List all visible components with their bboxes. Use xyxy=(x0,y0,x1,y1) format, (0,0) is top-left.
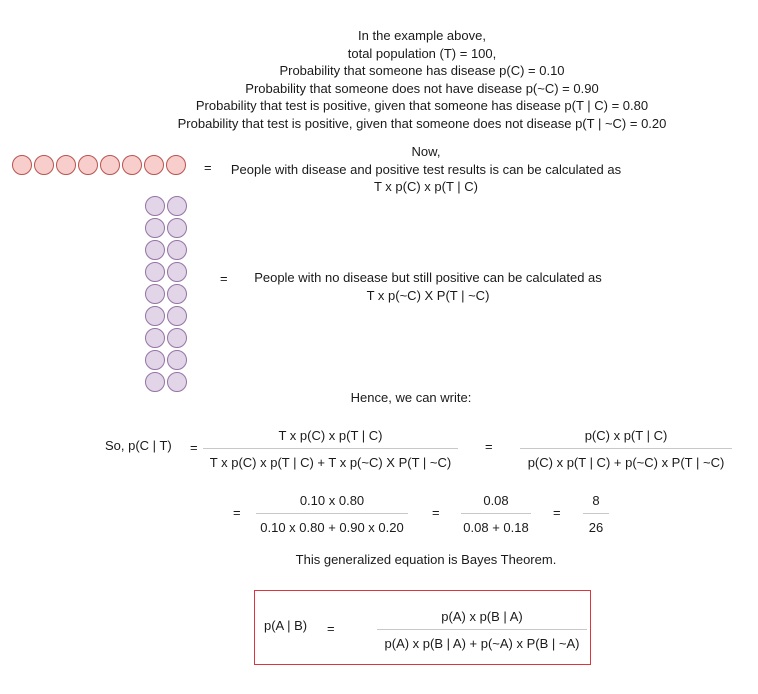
equation2-equals-3: = xyxy=(553,505,561,520)
healthy-person-circle xyxy=(167,218,187,238)
intro-line: Probability that someone has disease p(C) = 0.10 xyxy=(279,63,565,78)
diseased-person-circle xyxy=(78,155,98,175)
healthy-person-circle xyxy=(167,284,187,304)
healthy-formula: T x p(~C) X P(T | ~C) xyxy=(366,287,490,303)
diseased-person-circle xyxy=(12,155,32,175)
numerator: p(A) x p(B | A) xyxy=(441,609,523,624)
now-label: Now, xyxy=(411,144,441,159)
intro-line: Probability that someone does not have disease p(~C) = 0.90 xyxy=(245,80,599,96)
intro-line: Probability that test is positive, given that someone has disease p(T | C) = 0.80 xyxy=(195,98,649,113)
denominator: p(A) x p(B | A) + p(~A) x P(B | ~A) xyxy=(384,636,580,651)
denominator: 26 xyxy=(588,520,604,535)
fraction-bar xyxy=(461,513,531,514)
diseased-person-circle xyxy=(34,155,54,175)
equation1-lhs: So, p(C | T) xyxy=(105,438,172,453)
numerator: 8 xyxy=(592,493,600,508)
diseased-person-circle xyxy=(56,155,76,175)
healthy-equals: = xyxy=(220,271,228,286)
intro-line: In the example above, xyxy=(358,28,486,43)
healthy-person-circle xyxy=(145,306,165,326)
healthy-person-circle xyxy=(145,240,165,260)
healthy-person-circle xyxy=(167,350,187,370)
healthy-person-circle xyxy=(145,350,165,370)
conclusion-text: This generalized equation is Bayes Theorem. xyxy=(295,552,557,567)
healthy-text xyxy=(228,269,628,304)
healthy-person-circle xyxy=(145,262,165,282)
diseased-equals: = xyxy=(204,160,212,175)
equation2-fraction-3 xyxy=(583,492,609,536)
equation1-fraction-2 xyxy=(520,427,732,471)
intro-text xyxy=(0,27,758,132)
healthy-person-circle xyxy=(167,372,187,392)
equation2-equals-2: = xyxy=(432,505,440,520)
healthy-person-circle xyxy=(167,306,187,326)
healthy-person-circle xyxy=(145,328,165,348)
numerator: 0.10 x 0.80 xyxy=(299,493,365,508)
diseased-description: People with disease and positive test results is can be calculated as xyxy=(230,161,622,177)
diseased-person-circle xyxy=(100,155,120,175)
equation2-equals-1: = xyxy=(233,505,241,520)
bayes-lhs: p(A | B) xyxy=(264,618,308,633)
healthy-person-circle xyxy=(167,328,187,348)
equation1-equals-1: = xyxy=(190,440,198,455)
diseased-person-circle xyxy=(144,155,164,175)
numerator: 0.08 xyxy=(483,493,509,508)
bayes-fraction xyxy=(377,608,587,652)
denominator: T x p(C) x p(T | C) + T x p(~C) X P(T | ~C) xyxy=(209,455,452,470)
equation1-fraction-1 xyxy=(203,427,458,471)
equation1-equals-2: = xyxy=(485,439,493,454)
fraction-bar xyxy=(203,448,458,449)
fraction-bar xyxy=(520,448,732,449)
numerator: p(C) x p(T | C) xyxy=(584,428,668,443)
healthy-description: People with no disease but still positive can be calculated as xyxy=(254,270,602,285)
equation2-fraction-1 xyxy=(256,492,408,536)
diseased-text xyxy=(226,143,626,196)
diseased-formula: T x p(C) x p(T | C) xyxy=(373,179,478,194)
healthy-person-circle xyxy=(167,240,187,260)
intro-line: Probability that test is positive, given that someone does not disease p(T | ~C) = 0.20 xyxy=(177,115,667,131)
healthy-person-circle xyxy=(145,218,165,238)
fraction-bar xyxy=(377,629,587,630)
numerator: T x p(C) x p(T | C) xyxy=(278,428,383,443)
healthy-person-circle xyxy=(167,262,187,282)
fraction-bar xyxy=(583,513,609,514)
denominator: 0.10 x 0.80 + 0.90 x 0.20 xyxy=(260,520,404,535)
healthy-person-circle xyxy=(167,196,187,216)
equation2-fraction-2 xyxy=(461,492,531,536)
fraction-bar xyxy=(256,513,408,514)
bayes-equals: = xyxy=(327,621,335,636)
intro-line: total population (T) = 100, xyxy=(347,45,497,61)
hence-label: Hence, we can write: xyxy=(350,390,472,405)
denominator: 0.08 + 0.18 xyxy=(463,520,529,535)
diseased-person-circle xyxy=(122,155,142,175)
healthy-person-circle xyxy=(145,196,165,216)
denominator: p(C) x p(T | C) + p(~C) x P(T | ~C) xyxy=(527,455,725,470)
bayes-theorem-box xyxy=(254,590,591,665)
diseased-person-circle xyxy=(166,155,186,175)
healthy-person-circle xyxy=(145,372,165,392)
healthy-person-circle xyxy=(145,284,165,304)
